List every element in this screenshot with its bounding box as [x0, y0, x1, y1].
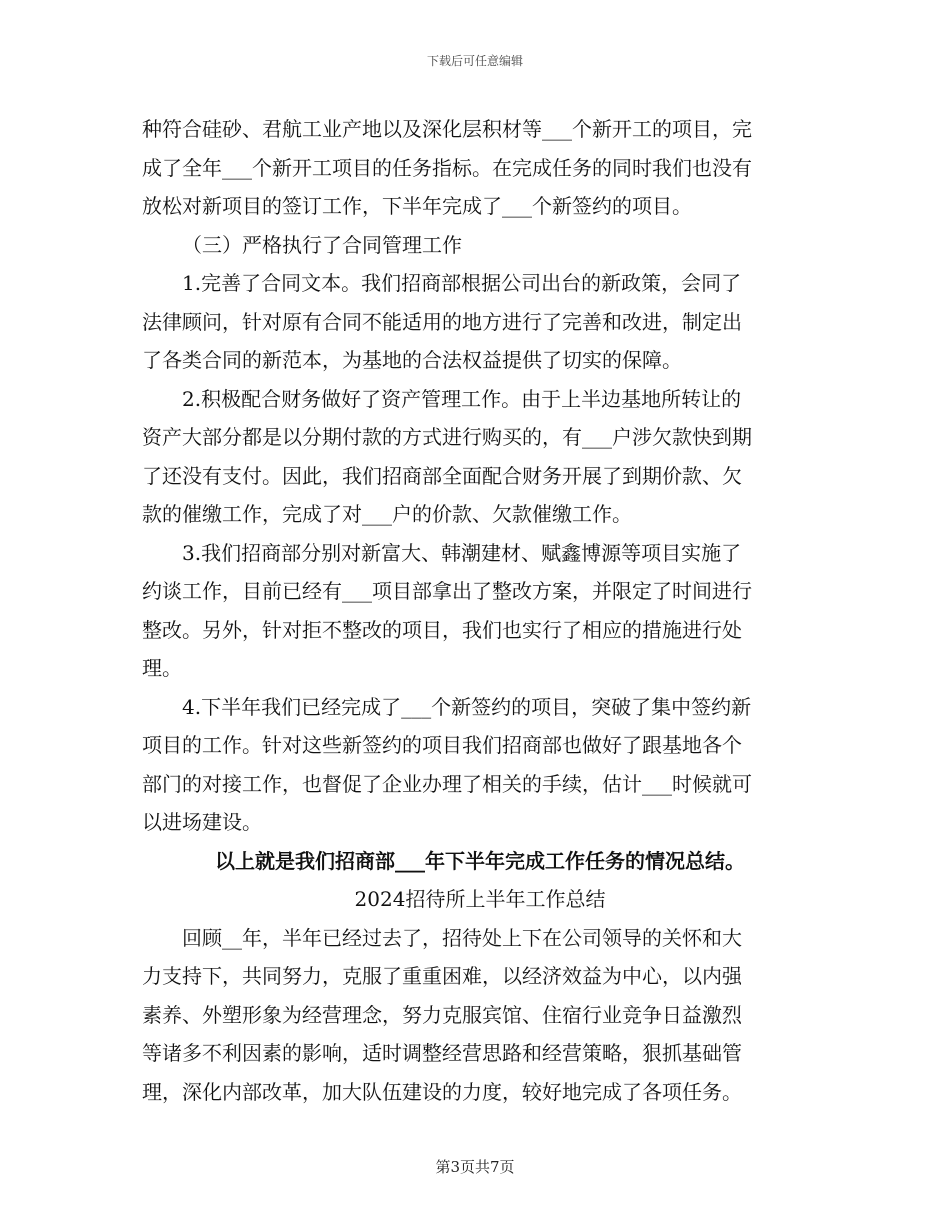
text-line: 回顾__年，半年已经过去了，招待处上下在公司领导的关怀和大	[182, 925, 742, 950]
text-line: 2.积极配合财务做好了资产管理工作。由于上半边基地所转让的	[182, 386, 742, 411]
text-line: 素养、外塑形象为经营理念，努力克服宾馆、住宿行业竞争日益激烈	[142, 1002, 742, 1027]
text-line: 资产大部分都是以分期付款的方式进行购买的，有___户涉欠款快到期	[142, 425, 752, 449]
text-line: 法律顾问，针对原有合同不能适用的地方进行了完善和改进，制定出	[142, 309, 742, 334]
text-line: 力支持下，共同努力，克服了重重困难，以经济效益为中心，以内强	[142, 964, 742, 988]
text-line: 以上就是我们招商部___年下半年完成工作任务的情况总结。	[215, 848, 745, 873]
text-line: 等诸多不利因素的影响，适时调整经营思路和经营策略，狠抓基础管	[142, 1041, 742, 1065]
text-line: 3.我们招商部分别对新富大、韩潮建材、赋鑫博源等项目实施了	[182, 540, 742, 565]
text-line: 种符合硅砂、君航工业产地以及深化层积材等___个新开工的项目，完	[142, 117, 752, 141]
text-line: 款的催缴工作，完成了对___户的价款、欠款催缴工作。	[142, 502, 632, 526]
text-line: 整改。另外，针对拒不整改的项目，我们也实行了相应的措施进行处	[142, 617, 742, 642]
text-line: 2024招待所上半年工作总结	[354, 887, 606, 911]
text-line: 4.下半年我们已经完成了___个新签约的项目，突破了集中签约新	[182, 694, 752, 719]
page-header-note: 下载后可任意编辑	[426, 54, 523, 68]
text-line: （三）严格执行了合同管理工作	[182, 232, 462, 257]
text-line: 理，深化内部改革，加大队伍建设的力度，较好地完成了各项任务。	[142, 1079, 742, 1104]
text-line: 部门的对接工作，也督促了企业办理了相关的手续，估计___时候就可	[142, 771, 752, 796]
text-line: 成了全年___个新开工项目的任务指标。在完成任务的同时我们也没有	[142, 155, 752, 180]
text-line: 了各类合同的新范本，为基地的合法权益提供了切实的保障。	[142, 348, 682, 372]
text-line: 约谈工作，目前已经有___项目部拿出了整改方案，并限定了时间进行	[142, 579, 752, 603]
text-line: 项目的工作。针对这些新签约的项目我们招商部也做好了跟基地各个	[142, 733, 742, 757]
text-line: 1.完善了合同文本。我们招商部根据公司出台的新政策，会同了	[182, 271, 742, 295]
document-body	[142, 110, 818, 1111]
text-line: 放松对新项目的签订工作，下半年完成了___个新签约的项目。	[142, 194, 692, 218]
text-line: 了还没有支付。因此，我们招商部全面配合财务开展了到期价款、欠	[142, 463, 742, 488]
text-line: 以进场建设。	[142, 810, 262, 834]
page-number-footer: 第3页共7页	[435, 1158, 515, 1176]
text-line: 理。	[142, 656, 182, 680]
